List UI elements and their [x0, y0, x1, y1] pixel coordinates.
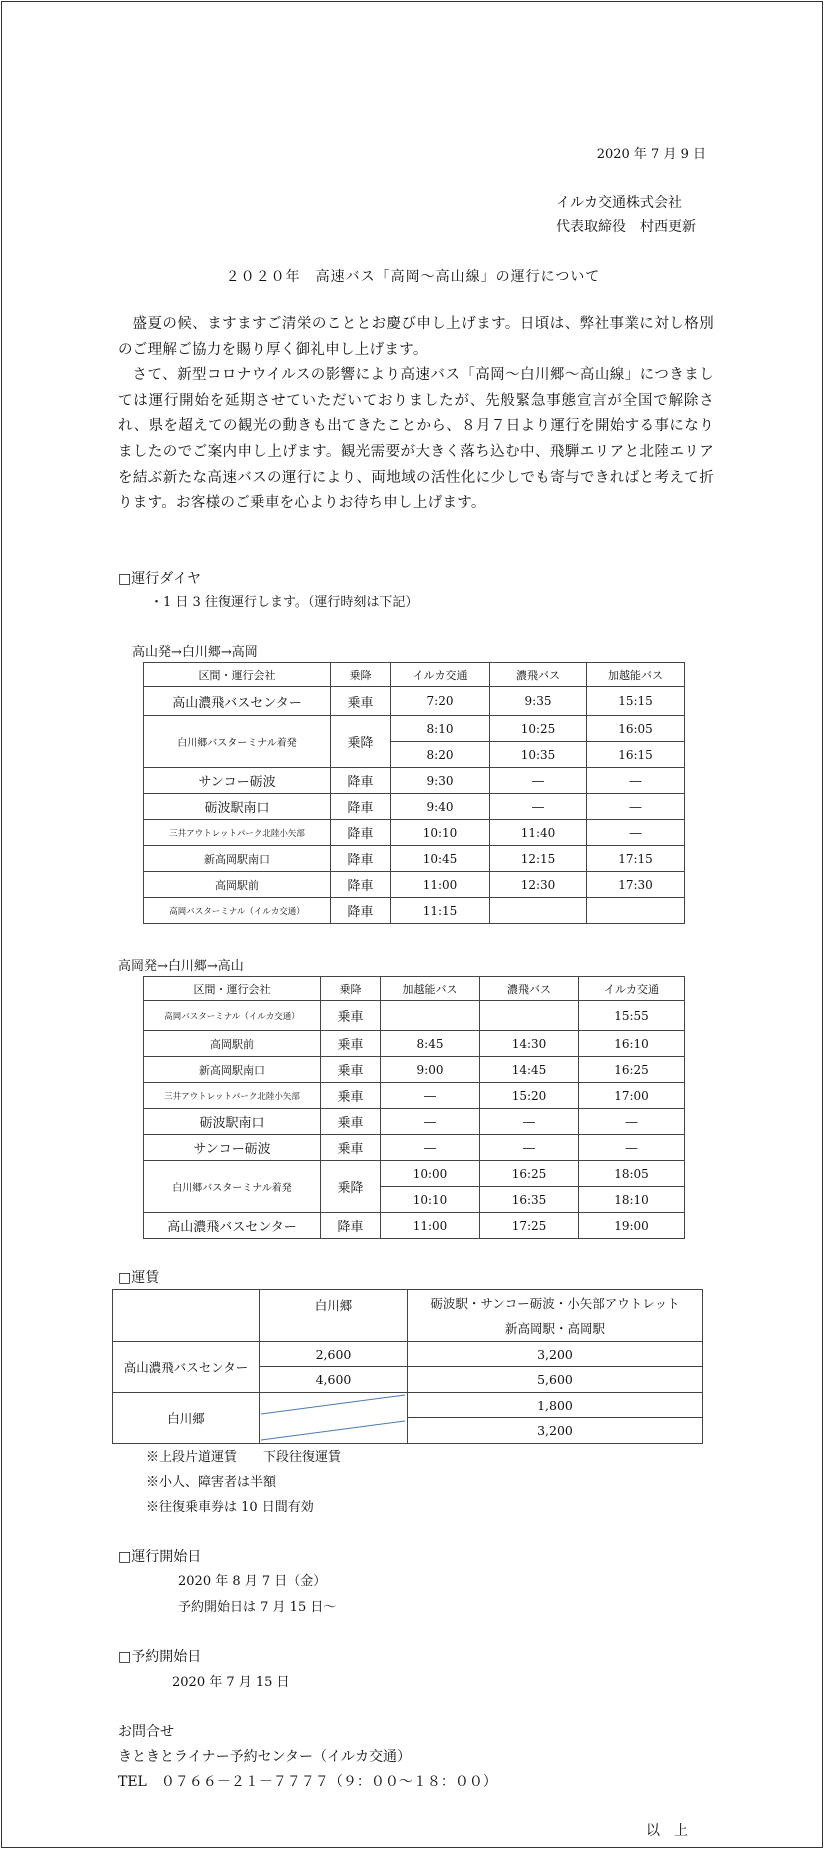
table-row [113, 1290, 703, 1316]
time-cell: ― [490, 794, 587, 820]
fare-value: 3,200 [408, 1418, 703, 1444]
table2-caption: 高岡発→白川郷→高山 [118, 959, 244, 974]
table-row [144, 820, 685, 846]
stop-name: 高山濃飛バスセンター [144, 687, 331, 716]
body-paragraph-2: さて、新型コロナウイルスの影響により高速バス「高岡～白川郷～高山線」につきましては運行開始を延期させていただいておりましたが、先般緊急事態宣言が全国で解除され、県を超えての観光の動きも出てきたことから、８月７日より運行を開始する事になりましたのでご案内申し上げます。観光需要が大きく落ち込む中、飛騨エリアと北陸エリアを結ぶ新たな高速バスの運行により、両地域の活性化に少しでも寄与できればと考えて折ります。お客様のご乗車を心よりお待ち申し上げます。 [118, 367, 714, 512]
stop-name: 三井アウトレットパーク北陸小矢部 [144, 820, 331, 846]
stop-name: 高岡駅前 [144, 1031, 321, 1057]
fare-value: 2,600 [260, 1342, 408, 1367]
closing-mark: 以 上 [646, 1823, 688, 1839]
stop-name: 砺波駅南口 [144, 1109, 321, 1135]
time-cell: ― [587, 820, 685, 846]
board-type: 乗車 [321, 1031, 381, 1057]
time-cell: 19:00 [579, 1213, 685, 1239]
fare-na-cell [260, 1393, 408, 1444]
time-cell: 11:40 [490, 820, 587, 846]
reservation-start-note: 予約開始日は 7 月 15 日～ [178, 1600, 337, 1615]
contact-center: きときとライナー予約センター（イルカ交通） [118, 1749, 412, 1765]
header-cell: 乗降 [331, 663, 391, 687]
time-cell: ― [480, 1135, 579, 1161]
table-row [144, 872, 685, 898]
time-cell [490, 898, 587, 924]
stop-name: 高岡バスターミナル（イルカ交通） [144, 1001, 321, 1031]
time-cell: ― [587, 768, 685, 794]
table1-caption: 高山発→白川郷→高岡 [132, 645, 258, 660]
fare-value: 5,600 [408, 1367, 703, 1393]
time-cell: 10:25 [490, 716, 587, 742]
time-cell: 10:00 [381, 1161, 480, 1187]
fare-row-takayama: 高山濃飛バスセンター [113, 1342, 260, 1393]
fare-note-1: ※上段片道運賃 下段往復運賃 [146, 1450, 342, 1465]
table-row [113, 1393, 703, 1418]
time-cell: 16:25 [480, 1161, 579, 1187]
board-type: 降車 [331, 794, 391, 820]
board-type: 乗降 [321, 1161, 381, 1213]
time-cell: ― [579, 1135, 685, 1161]
header-cell: 加越能バス [587, 663, 685, 687]
header-cell: イルカ交通 [579, 977, 685, 1001]
table-row [144, 898, 685, 924]
stop-name: 白川郷バスターミナル着発 [144, 716, 331, 768]
time-cell: 16:15 [587, 742, 685, 768]
table-row [144, 1001, 685, 1031]
table-row [113, 1342, 703, 1367]
time-cell: 7:20 [391, 687, 490, 716]
time-cell: 17:25 [480, 1213, 579, 1239]
time-cell: 14:45 [480, 1057, 579, 1083]
time-cell: 14:30 [480, 1031, 579, 1057]
time-cell: 11:00 [391, 872, 490, 898]
board-type: 乗車 [321, 1135, 381, 1161]
time-cell: 8:45 [381, 1031, 480, 1057]
header-cell: 濃飛バス [490, 663, 587, 687]
table-row [144, 1057, 685, 1083]
time-cell: ― [587, 794, 685, 820]
time-cell: ― [480, 1109, 579, 1135]
time-cell: 15:15 [587, 687, 685, 716]
fare-value: 3,200 [408, 1342, 703, 1367]
board-type: 乗降 [331, 716, 391, 768]
fare-value: 4,600 [260, 1367, 408, 1393]
fare-col-destinations-2: 新高岡駅・高岡駅 [408, 1316, 703, 1342]
time-cell [480, 1001, 579, 1031]
fare-col-shirakawago: 白川郷 [260, 1290, 408, 1342]
time-cell: ― [490, 768, 587, 794]
time-cell: 8:20 [391, 742, 490, 768]
time-cell: 16:05 [587, 716, 685, 742]
board-type: 降車 [331, 898, 391, 924]
time-cell: 11:15 [391, 898, 490, 924]
stop-name: 三井アウトレットパーク北陸小矢部 [144, 1083, 321, 1109]
fare-col-destinations: 砺波駅・サンコー砺波・小矢部アウトレット [408, 1290, 703, 1316]
stop-name: サンコー砺波 [144, 768, 331, 794]
schedule-note: ・1 日 3 往復運行します。（運行時刻は下記） [150, 595, 419, 610]
time-cell: 16:35 [480, 1187, 579, 1213]
header-cell: 乗降 [321, 977, 381, 1001]
time-cell: 16:25 [579, 1057, 685, 1083]
document-title: ２０２０年 高速バス「高岡～高山線」の運行について [225, 269, 601, 285]
fare-corner-cell [113, 1290, 260, 1342]
start-date: 2020 年 8 月 7 日（金） [178, 1574, 327, 1589]
time-cell: 12:30 [490, 872, 587, 898]
table-row [144, 687, 685, 716]
fare-row-shirakawago: 白川郷 [113, 1393, 260, 1444]
board-type: 降車 [331, 768, 391, 794]
time-cell: 17:15 [587, 846, 685, 872]
stop-name: 白川郷バスターミナル着発 [144, 1161, 321, 1213]
stop-name: 砺波駅南口 [144, 794, 331, 820]
stop-name: 高岡バスターミナル（イルカ交通） [144, 898, 331, 924]
contact-heading: お問合せ [118, 1724, 174, 1740]
time-cell: ― [579, 1109, 685, 1135]
table-row [144, 716, 685, 742]
time-cell [587, 898, 685, 924]
time-cell: 17:30 [587, 872, 685, 898]
time-cell: 16:10 [579, 1031, 685, 1057]
body-text [118, 312, 714, 517]
time-cell: 10:10 [391, 820, 490, 846]
table-row [144, 1135, 685, 1161]
header-cell: 加越能バス [381, 977, 480, 1001]
time-cell: ― [381, 1109, 480, 1135]
stop-name: 新高岡駅南口 [144, 1057, 321, 1083]
header-cell: 区間・運行会社 [144, 977, 321, 1001]
table-header-row [144, 977, 685, 1001]
board-type: 乗車 [321, 1109, 381, 1135]
company-name: イルカ交通株式会社 [556, 195, 682, 211]
reservation-date: 2020 年 7 月 15 日 [172, 1675, 290, 1690]
board-type: 乗車 [321, 1057, 381, 1083]
time-cell [381, 1001, 480, 1031]
board-type: 降車 [321, 1213, 381, 1239]
time-cell: 12:15 [490, 846, 587, 872]
time-cell: 17:00 [579, 1083, 685, 1109]
header-cell: イルカ交通 [391, 663, 490, 687]
time-cell: 8:10 [391, 716, 490, 742]
time-cell: ― [381, 1083, 480, 1109]
board-type: 降車 [331, 820, 391, 846]
table-row [144, 794, 685, 820]
table-row [144, 768, 685, 794]
fare-note-3: ※往復乗車券は 10 日間有効 [146, 1500, 314, 1515]
fare-heading: □運賃 [118, 1270, 160, 1286]
stop-name: 新高岡駅南口 [144, 846, 331, 872]
time-cell: 18:05 [579, 1161, 685, 1187]
schedule-heading: □運行ダイヤ [118, 571, 201, 587]
time-cell: 10:45 [391, 846, 490, 872]
table-row [144, 1161, 685, 1187]
timetable-takaoka-to-takayama [143, 976, 685, 1239]
representative-name: 代表取締役 村西更新 [556, 219, 696, 235]
time-cell: 10:35 [490, 742, 587, 768]
board-type: 降車 [331, 872, 391, 898]
board-type: 乗車 [321, 1001, 381, 1031]
stop-name: サンコー砺波 [144, 1135, 321, 1161]
table-header-row [144, 663, 685, 687]
time-cell: 9:35 [490, 687, 587, 716]
time-cell: 9:00 [381, 1057, 480, 1083]
table-row [144, 1109, 685, 1135]
time-cell: 9:30 [391, 768, 490, 794]
contact-tel: TEL ０７６６－２１－７７７７（９：００～１８：００） [118, 1774, 497, 1790]
fare-table [112, 1289, 703, 1444]
fare-value: 1,800 [408, 1393, 703, 1418]
board-type: 降車 [331, 846, 391, 872]
time-cell: 18:10 [579, 1187, 685, 1213]
stop-name: 高岡駅前 [144, 872, 331, 898]
board-type: 乗車 [321, 1083, 381, 1109]
time-cell: 10:10 [381, 1187, 480, 1213]
header-cell: 区間・運行会社 [144, 663, 331, 687]
table-row [144, 1031, 685, 1057]
table-row [144, 846, 685, 872]
document-date: 2020 年 7 月 9 日 [596, 147, 706, 162]
time-cell: 9:40 [391, 794, 490, 820]
fare-note-2: ※小人、障害者は半額 [146, 1475, 277, 1490]
board-type: 乗車 [331, 687, 391, 716]
header-cell: 濃飛バス [480, 977, 579, 1001]
table-row [144, 1083, 685, 1109]
body-paragraph-1: 盛夏の候、ますますご清栄のこととお慶び申し上げます。日頃は、弊社事業に対し格別のご理解ご協力を賜り厚く御礼申し上げます。 [118, 316, 714, 358]
stop-name: 高山濃飛バスセンター [144, 1213, 321, 1239]
start-date-heading: □運行開始日 [118, 1549, 202, 1565]
time-cell: 15:20 [480, 1083, 579, 1109]
time-cell: 15:55 [579, 1001, 685, 1031]
reservation-heading: □予約開始日 [118, 1649, 202, 1665]
table-row [144, 1213, 685, 1239]
time-cell: ― [381, 1135, 480, 1161]
time-cell: 11:00 [381, 1213, 480, 1239]
timetable-takayama-to-takaoka [143, 662, 685, 924]
